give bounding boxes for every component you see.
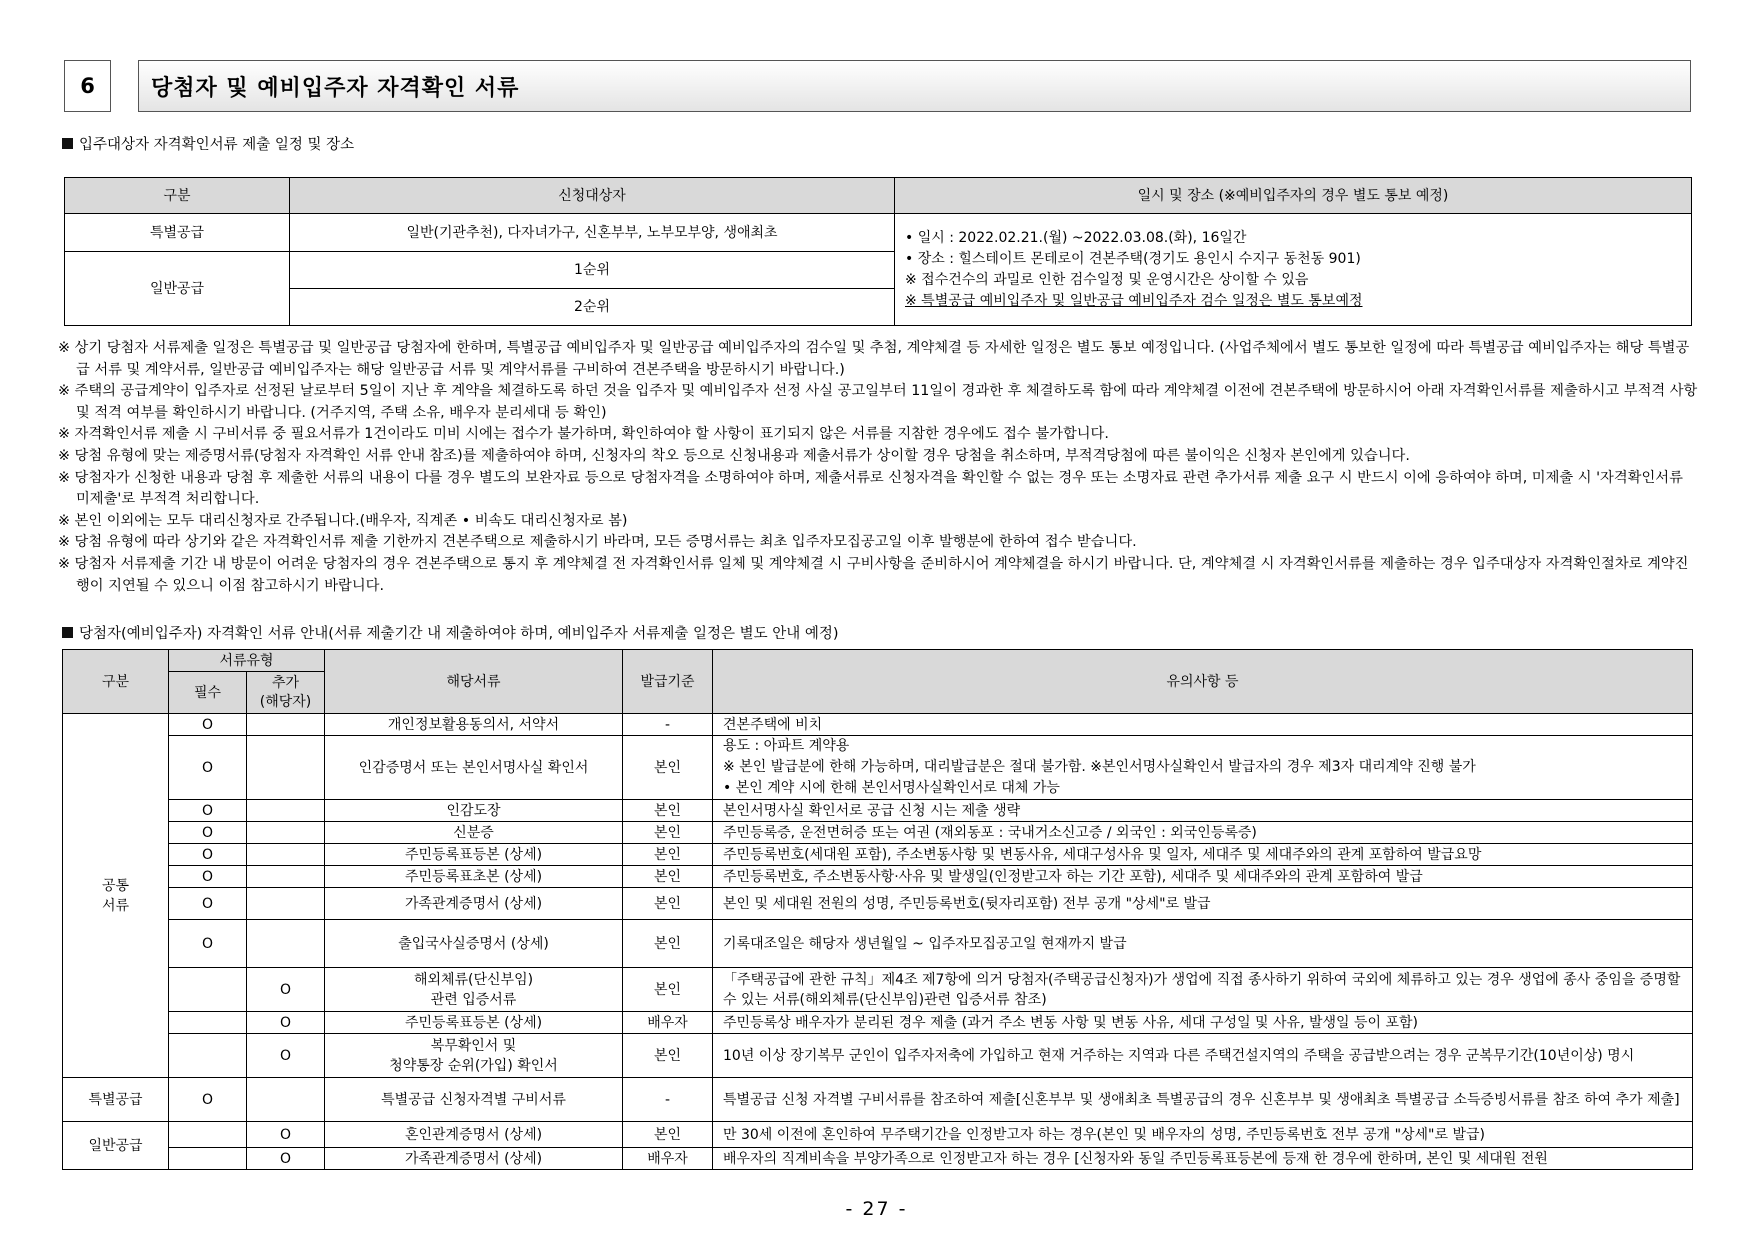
note-item: ※ 당첨자 서류제출 기간 내 방문이 어려운 당첨자의 경우 견본주택으로 통지 후 계약체결 전 자격확인서류 일체 및 계약체결 시 구비사항을 준비하시어 계약체결을 하시기 바랍니다. 단, 계약체결 시 자격확인서류를 제출하는 경우 입주대상자 자격확인절차로 계약진행이 지연될 수 있으니 이점 참고하시기 바랍니다. [58,555,1689,594]
document-note: 용도 : 아파트 계약용 ※ 본인 발급분에 한해 가능하며, 대리발급분은 절대 불가함. ※본인서명사실확인서 발급자의 경우 제3자 대리계약 진행 불가 • 본인 계약 시에 한해 본인서명사실확인서로 대체 가능 [713,736,1693,800]
issuer: 본인 [623,844,713,866]
document-name: 개인정보활용동의서, 서약서 [325,714,623,736]
document-name: 인감도장 [325,800,623,822]
document-note: 기록대조일은 해당자 생년월일 ~ 입주자모집공고일 현재까지 발급 [713,920,1693,968]
document-name: 인감증명서 또는 본인서명사실 확인서 [325,736,623,800]
schedule-reserve-note: ※ 특별공급 예비입주자 및 일반공급 예비입주자 검수 일정은 별도 통보예정 [905,292,1363,309]
issuer: 본인 [623,888,713,920]
additional-mark: O [247,1122,325,1148]
required-mark [169,968,247,1012]
th-type: 구분 [63,650,169,714]
additional-mark [247,844,325,866]
th-issuer: 발급기준 [623,650,713,714]
note-item: ※ 상기 당첨자 서류제출 일정은 특별공급 및 일반공급 당첨자에 한하며, 특별공급 예비입주자 및 일반공급 예비입주자의 검수일 및 추첨, 계약체결 등 자세한 일정은 별도 통보 예정입니다. (사업주체에서 별도 통보한 일정에 따라 특별공급 예비입주자는 해당 특별공급 서류 및 계약서류, 일반공급 예비입주자는 해당 일반공급 서류 및 계약서류를 구비하여 견본주택을 방문하시기 바랍니다.) [58,340,1690,378]
issuer: - [623,714,713,736]
additional-mark [247,736,325,800]
special-supply-label: 특별공급 [65,214,290,252]
schedule-table [64,177,1692,326]
issuer: 배우자 [623,1148,713,1170]
document-name: 출입국사실증명서 (상세) [325,920,623,968]
additional-mark [247,800,325,822]
th-doc-type: 서류유형 [169,650,325,672]
square-bullet-icon [62,627,73,638]
page-number: - 27 - [845,1198,908,1220]
issuer: 본인 [623,920,713,968]
required-mark: O [169,844,247,866]
note-item: ※ 본인 이외에는 모두 대리신청자로 간주됩니다.(배우자, 직계존 • 비속도 대리신청자로 봄) [58,512,628,529]
general-rank1: 1순위 [290,252,895,289]
documents-table [62,649,1693,1170]
document-name: 신분증 [325,822,623,844]
document-note: 만 30세 이전에 혼인하여 무주택기간을 인정받고자 하는 경우(본인 및 배우자의 성명, 주민등록번호 전부 공개 "상세"로 발급) [713,1122,1693,1148]
general-supply-label: 일반공급 [63,1122,169,1170]
required-mark [169,1012,247,1034]
issuer: 본인 [623,866,713,888]
issuer: 본인 [623,800,713,822]
th-targets: 신청대상자 [290,178,895,214]
additional-mark [247,866,325,888]
issuer: 배우자 [623,1012,713,1034]
required-mark: O [169,822,247,844]
document-note: 특별공급 신청 자격별 구비서류를 참조하여 제출[신혼부부 및 생애최초 특별공급의 경우 신혼부부 및 생애최초 특별공급 소득증빙서류를 참조 하여 추가 제출] [713,1078,1693,1122]
additional-mark: O [247,968,325,1012]
note-item: ※ 당첨자가 신청한 내용과 당첨 후 제출한 서류의 내용이 다를 경우 별도의 보완자료 등으로 당첨자격을 소명하여야 하며, 제출서류로 신청자격을 확인할 수 없는 경우 또는 소명자료 관련 추가서류 제출 요구 시 반드시 이에 응하여야 하며, 미제출 시 '자격확인서류 미제출'로 부적격 처리합니다. [58,469,1683,508]
issuer: 본인 [623,968,713,1012]
issuer: 본인 [623,1122,713,1148]
additional-mark: O [247,1012,325,1034]
schedule-cell [895,214,1692,326]
notes-list [58,338,1698,597]
section-title: 당첨자 및 예비입주자 자격확인 서류 [138,60,1691,112]
document-name: 주민등록표초본 (상세) [325,866,623,888]
document-note: 본인 및 세대원 전원의 성명, 주민등록번호(뒷자리포함) 전부 공개 "상세"로 발급 [713,888,1693,920]
heading-schedule [62,133,354,154]
issuer: 본인 [623,1034,713,1078]
square-bullet-icon [62,138,73,149]
document-note: 본인서명사실 확인서로 공급 신청 시는 제출 생략 [713,800,1693,822]
schedule-place: • 장소 : 힐스테이트 몬테로이 견본주택(경기도 용인시 수지구 동천동 901) [905,250,1361,267]
document-name: 주민등록표등본 (상세) [325,1012,623,1034]
issuer: 본인 [623,822,713,844]
th-required: 필수 [169,672,247,714]
additional-mark [247,1078,325,1122]
th-schedule: 일시 및 장소 (※예비입주자의 경우 별도 통보 예정) [895,178,1692,214]
additional-mark: O [247,1148,325,1170]
required-mark [169,1148,247,1170]
document-name: 가족관계증명서 (상세) [325,1148,623,1170]
document-name: 가족관계증명서 (상세) [325,888,623,920]
schedule-date: • 일시 : 2022.02.21.(월) ~2022.03.08.(화), 16일간 [905,229,1247,246]
th-document: 해당서류 [325,650,623,714]
th-type: 구분 [65,178,290,214]
document-note: 주민등록상 배우자가 분리된 경우 제출 (과거 주소 변동 사항 및 변동 사유, 세대 구성일 및 사유, 발생일 등이 포함) [713,1012,1693,1034]
note-item: ※ 당첨 유형에 맞는 제증명서류(당첨자 자격확인 서류 안내 참조)를 제출하여야 하며, 신청자의 착오 등으로 신청내용과 제출서류가 상이할 경우 당첨을 취소하며, 부적격당첨에 따른 불이익은 신청자 본인에게 있습니다. [58,447,1410,464]
required-mark [169,1122,247,1148]
special-supply-label: 특별공급 [63,1078,169,1122]
heading-documents-text: 당첨자(예비입주자) 자격확인 서류 안내(서류 제출기간 내 제출하여야 하며, 예비입주자 서류제출 일정은 별도 안내 예정) [79,626,839,642]
required-mark: O [169,1078,247,1122]
heading-schedule-text: 입주대상자 자격확인서류 제출 일정 및 장소 [79,137,355,153]
special-supply-targets: 일반(기관추천), 다자녀가구, 신혼부부, 노부모부양, 생애최초 [290,214,895,252]
additional-mark: O [247,1034,325,1078]
additional-mark [247,714,325,736]
common-docs-label: 공통 서류 [63,714,169,1078]
note-item: ※ 자격확인서류 제출 시 구비서류 중 필요서류가 1건이라도 미비 시에는 접수가 불가하며, 확인하여야 할 사항이 표기되지 않은 서류를 지참한 경우에도 접수 불가합니다. [58,426,1109,443]
document-name: 주민등록표등본 (상세) [325,844,623,866]
required-mark: O [169,714,247,736]
required-mark: O [169,888,247,920]
general-rank2: 2순위 [290,289,895,326]
document-note: 「주택공급에 관한 규칙」제4조 제7항에 의거 당첨자(주택공급신청자)가 생업에 직접 종사하기 위하여 국외에 체류하고 있는 경우 생업에 종사 중임을 증명할 수 있는 서류(해외체류(단신부임)관련 입증서류 참조) [713,968,1693,1012]
required-mark: O [169,920,247,968]
document-name: 복무확인서 및 청약통장 순위(가입) 확인서 [325,1034,623,1078]
additional-mark [247,888,325,920]
document-note: 주민등록증, 운전면허증 또는 여권 (재외동포 : 국내거소신고증 / 외국인 : 외국인등록증) [713,822,1693,844]
issuer: 본인 [623,736,713,800]
heading-documents [62,622,839,643]
required-mark: O [169,736,247,800]
document-note: 10년 이상 장기복무 군인이 입주자저축에 가입하고 현재 거주하는 지역과 다른 주택건설지역의 주택을 공급받으려는 경우 군복무기간(10년이상) 명시 [713,1034,1693,1078]
additional-mark [247,920,325,968]
document-name: 특별공급 신청자격별 구비서류 [325,1078,623,1122]
document-note: 주민등록번호, 주소변동사항·사유 및 발생일(인정받고자 하는 기간 포함), 세대주 및 세대주와의 관계 포함하여 발급 [713,866,1693,888]
section-number: 6 [64,60,111,112]
required-mark: O [169,866,247,888]
document-note: 배우자의 직계비속을 부양가족으로 인정받고자 하는 경우 [신청자와 동일 주민등록표등본에 등재 한 경우에 한하며, 본인 및 세대원 전원 [713,1148,1693,1170]
note-item: ※ 당첨 유형에 따라 상기와 같은 자격확인서류 제출 기한까지 견본주택으로 제출하시기 바라며, 모든 증명서류는 최초 입주자모집공고일 이후 발행분에 한하여 접수 받습니다. [58,534,1137,551]
issuer: - [623,1078,713,1122]
th-notes: 유의사항 등 [713,650,1693,714]
document-note: 견본주택에 비치 [713,714,1693,736]
additional-mark [247,822,325,844]
document-note: 주민등록번호(세대원 포함), 주소변동사항 및 변동사유, 세대구성사유 및 일자, 세대주 및 세대주와의 관계 포함하여 발급요망 [713,844,1693,866]
required-mark: O [169,800,247,822]
document-name: 혼인관계증명서 (상세) [325,1122,623,1148]
general-supply-label: 일반공급 [65,252,290,326]
schedule-note: ※ 접수건수의 과밀로 인한 검수일정 및 운영시간은 상이할 수 있음 [905,271,1309,288]
document-name: 해외체류(단신부임) 관련 입증서류 [325,968,623,1012]
required-mark [169,1034,247,1078]
th-additional: 추가 (해당자) [247,672,325,714]
note-item: ※ 주택의 공급계약이 입주자로 선정된 날로부터 5일이 지난 후 계약을 체결하도록 하던 것을 입주자 및 예비입주자 선정 사실 공고일부터 11일이 경과한 후 체결하도록 함에 따라 계약체결 이전에 견본주택에 방문하시어 아래 자격확인서류를 제출하시고 부적격 사항 및 적격 여부를 확인하시기 바랍니다. (거주지역, 주택 소유, 배우자 분리세대 등 확인) [58,383,1698,421]
